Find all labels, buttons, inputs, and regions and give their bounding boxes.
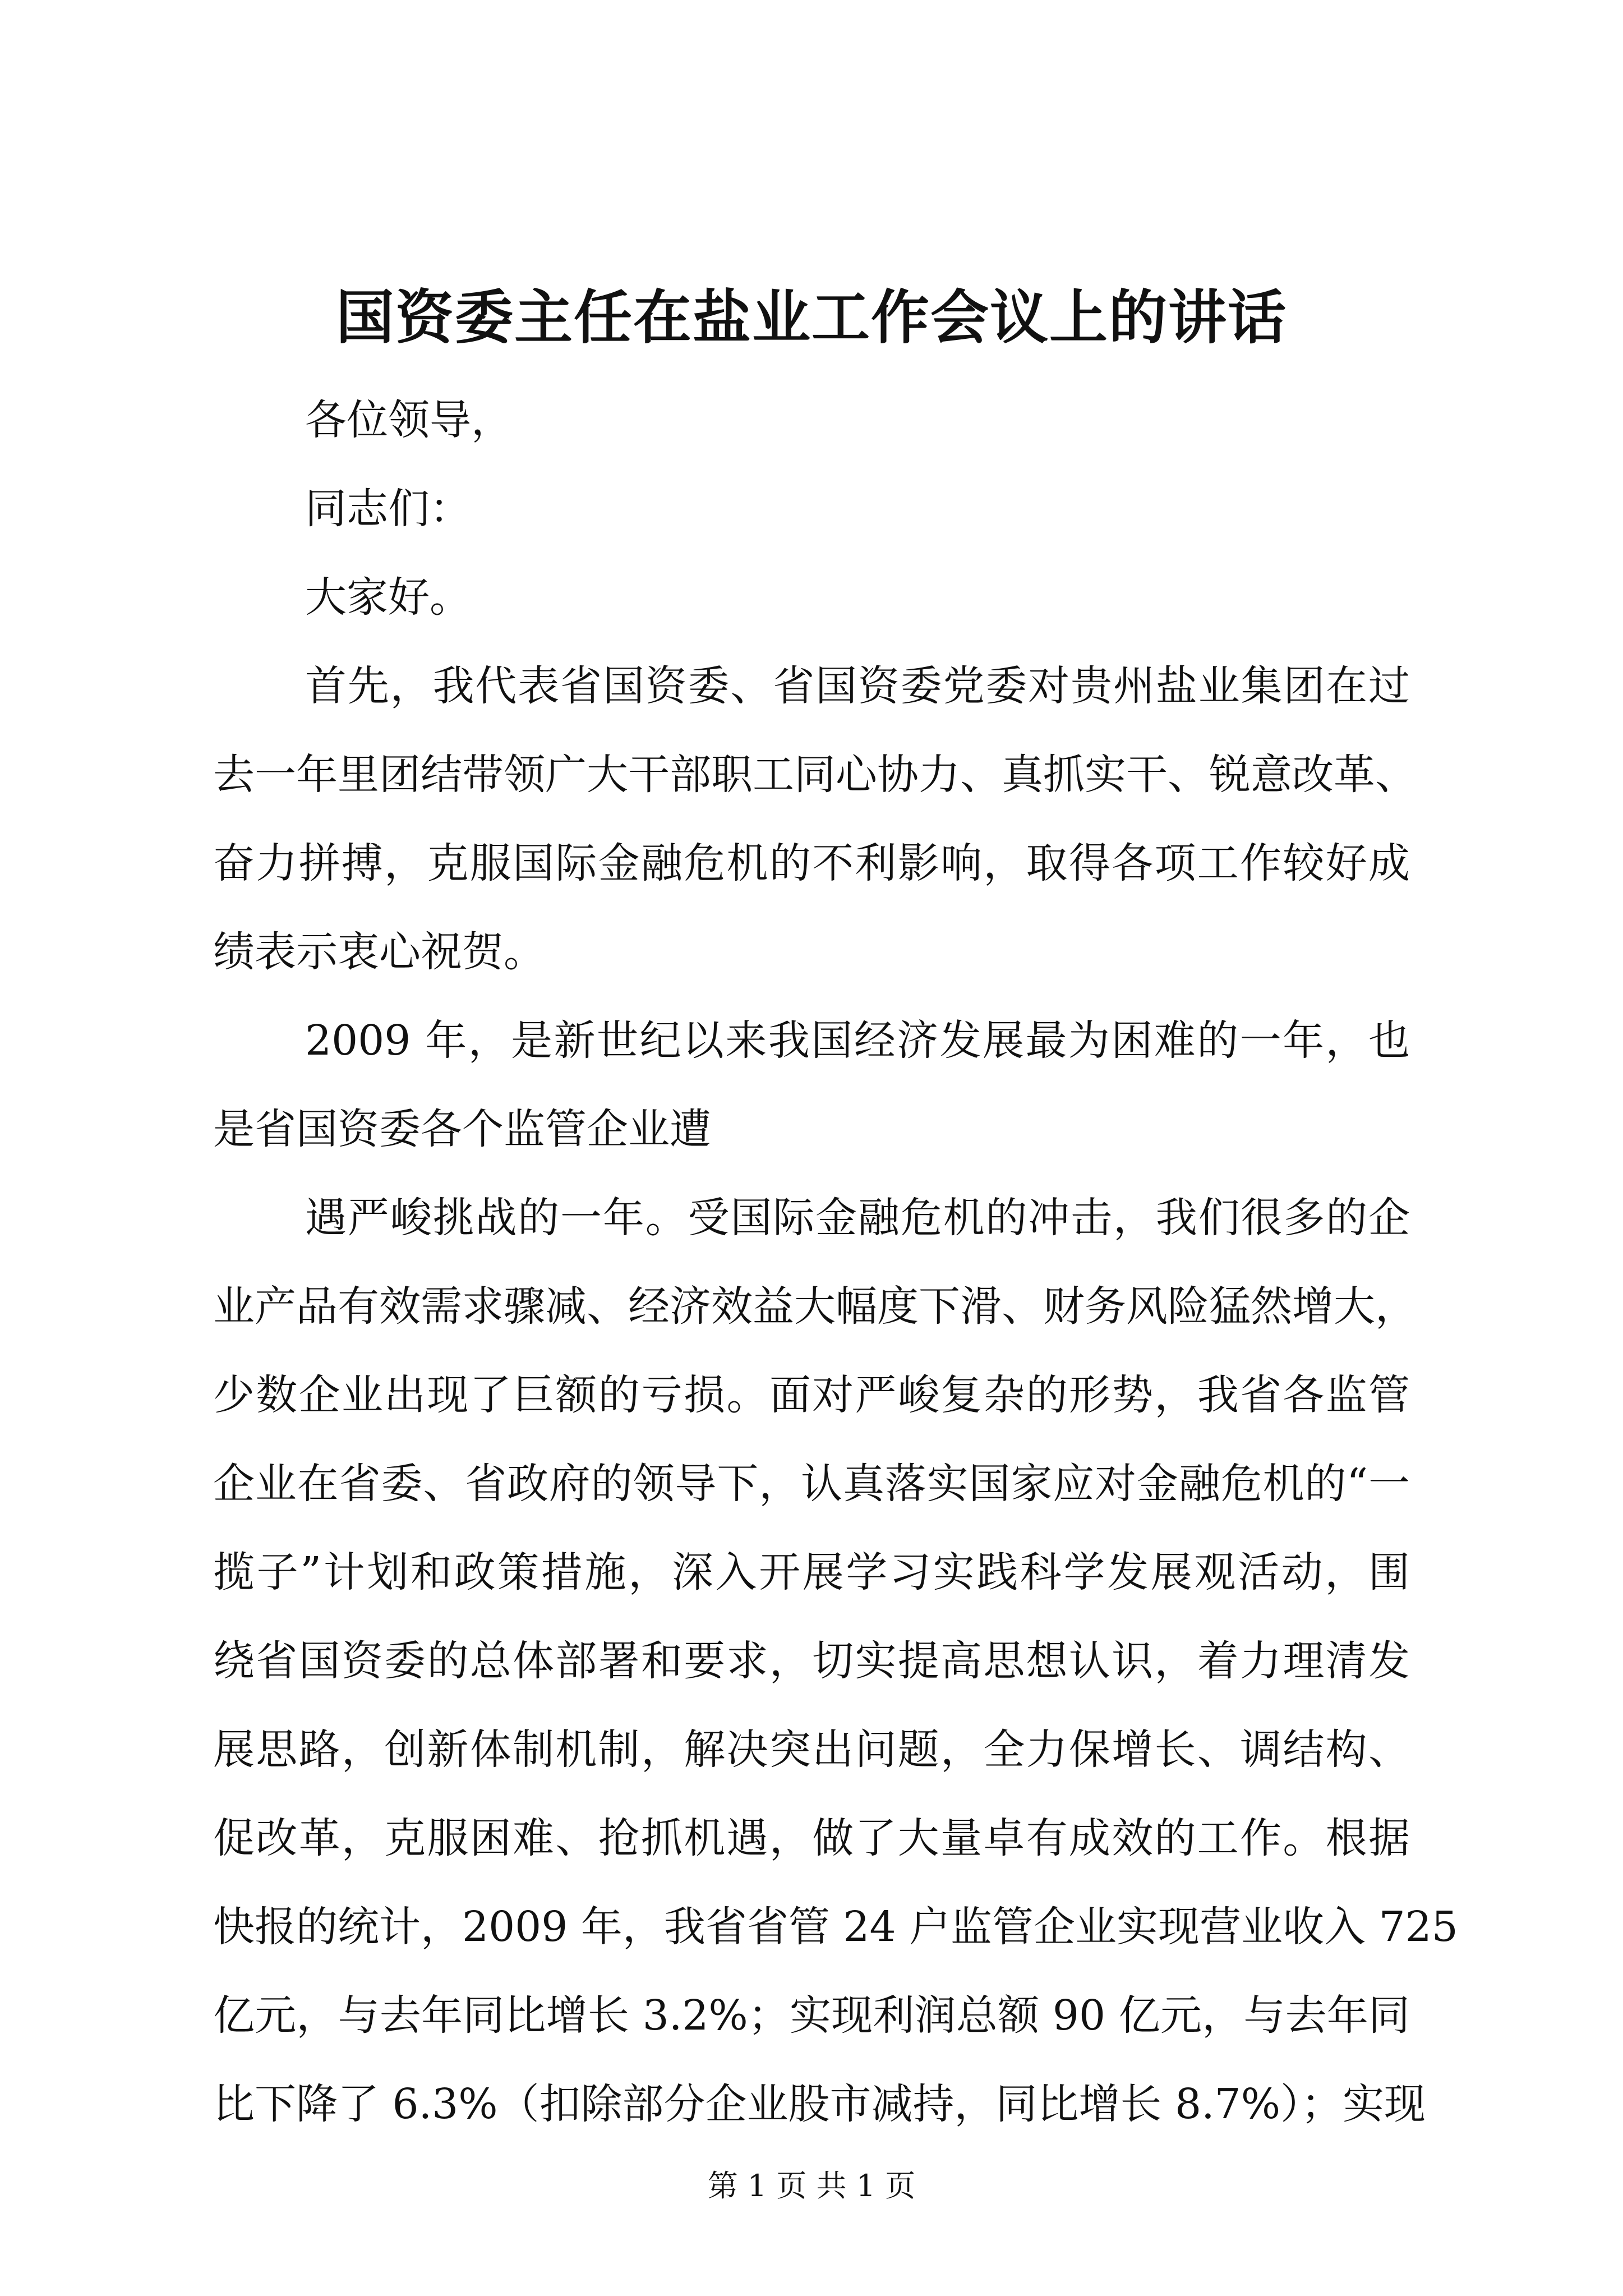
greeting-line: 大家好。 — [305, 573, 471, 622]
page-number-footer: 第 1 页 共 1 页 — [707, 2168, 916, 2203]
paragraph-line: 首先，我代表省国资委、省国资委党委对贵州盐业集团在过 — [305, 662, 1410, 710]
paragraph-line: 遇严峻挑战的一年。受国际金融危机的冲击，我们很多的企 — [305, 1194, 1410, 1242]
paragraph-line: 业产品有效需求骤减、经济效益大幅度下滑、财务风险猛然增大， — [213, 1282, 1417, 1331]
paragraph-line: 去一年里团结带领广大干部职工同心协力、真抓实干、锐意改革、 — [213, 751, 1417, 799]
paragraph-line: 促改革，克服困难、抢抓机遇，做了大量卓有成效的工作。根据 — [213, 1814, 1410, 1862]
paragraph-line: 展思路，创新体制机制，解决突出问题，全力保增长、调结构、 — [213, 1726, 1410, 1774]
paragraph-line: 亿元，与去年同比增长 3.2%；实现利润总额 90 亿元，与去年同 — [213, 1991, 1410, 2040]
paragraph-line: 绩表示衷心祝贺。 — [213, 928, 545, 976]
paragraph-line: 奋力拼搏，克服国际金融危机的不利影响，取得各项工作较好成 — [213, 839, 1410, 887]
document-body — [213, 376, 1458, 2148]
paragraph-line: 是省国资委各个监管企业遭 — [213, 1105, 711, 1153]
paragraph-line: 比下降了 6.3%（扣除部分企业股市减持，同比增长 8.7%）；实现 — [213, 2080, 1426, 2128]
paragraph-line: 快报的统计，2009 年，我省省管 24 户监管企业实现营业收入 725 — [213, 1903, 1458, 1951]
paragraph-line: 揽子”计划和政策措施，深入开展学习实践科学发展观活动，围 — [213, 1548, 1410, 1596]
paragraph-line: 少数企业出现了巨额的亏损。面对严峻复杂的形势，我省各监管 — [213, 1371, 1410, 1419]
salutation-line: 同志们： — [305, 485, 471, 533]
document-title: 国资委主任在盐业工作会议上的讲话 — [335, 283, 1287, 352]
paragraph-line: 绕省国资委的总体部署和要求，切实提高思想认识，着力理清发 — [213, 1637, 1410, 1685]
salutation-line: 各位领导， — [305, 396, 513, 444]
paragraph-line: 企业在省委、省政府的领导下，认真落实国家应对金融危机的“一 — [213, 1460, 1410, 1508]
paragraph-line: 2009 年，是新世纪以来我国经济发展最为困难的一年，也 — [305, 1016, 1410, 1065]
